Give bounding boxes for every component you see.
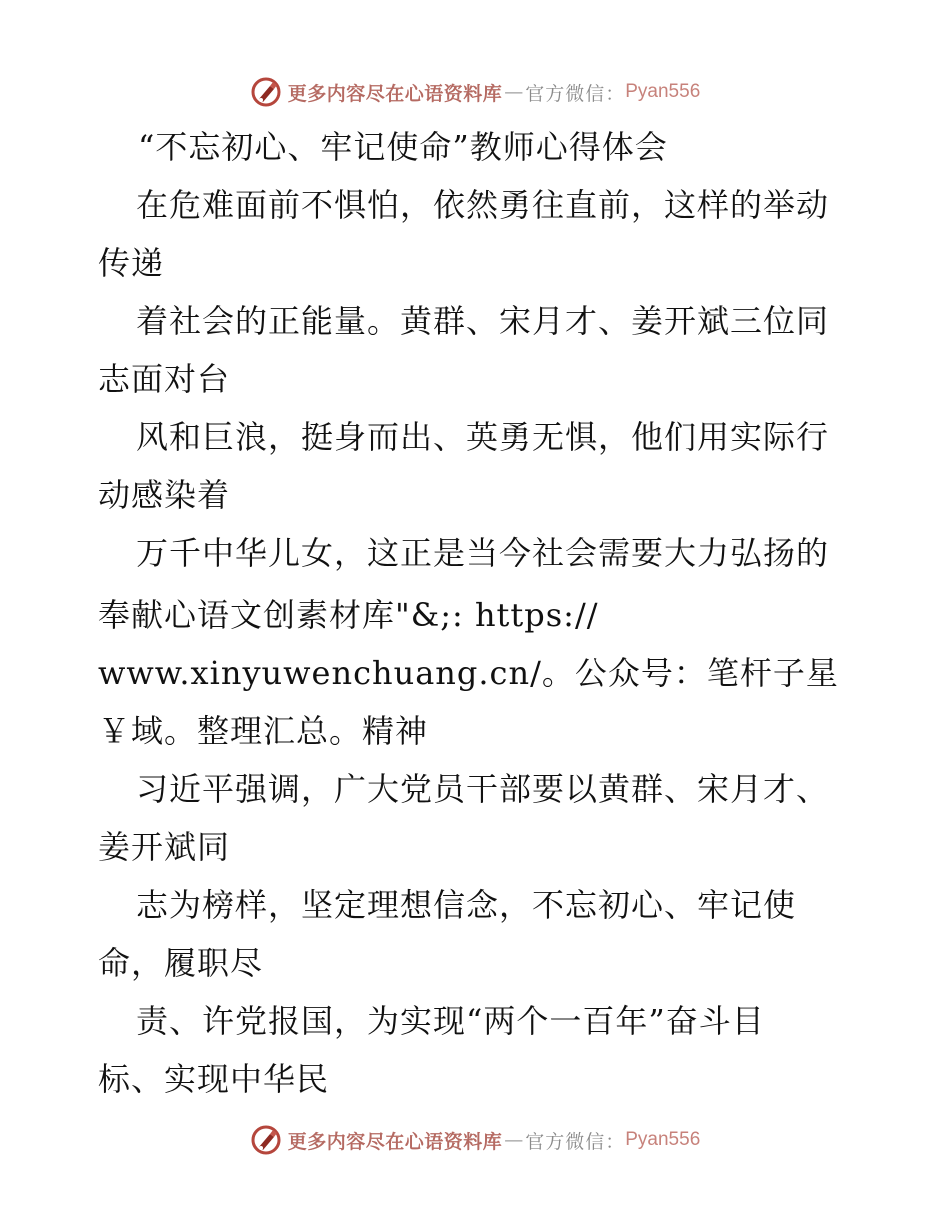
banner-site-name: 更多内容尽在心语资料库 <box>287 82 503 105</box>
text-line: 习近平强调，广大党员干部要以黄群、宋月才、 <box>136 770 830 808</box>
pen-logo-icon <box>250 1124 282 1156</box>
text-line-url: www.xinyuwenchuang.cn/。公众号：笔杆子星 <box>98 654 839 692</box>
banner-separator: — <box>504 1129 524 1151</box>
text-line: 命，履职尽 <box>98 944 264 982</box>
pen-logo-icon <box>250 76 282 108</box>
text-line: 着社会的正能量。黄群、宋月才、姜开斌三位同 <box>136 302 830 340</box>
banner-site-name: 更多内容尽在心语资料库 <box>287 1130 503 1153</box>
text-line: 传递 <box>98 244 165 282</box>
banner-separator: — <box>504 81 524 103</box>
text-line: 奉献心语文创素材库"&;: https:// <box>98 596 599 634</box>
document-title: “不忘初心、牢记使命”教师心得体会 <box>138 128 668 166</box>
text-line: 责、许党报国，为实现“两个一百年”奋斗目 <box>136 1002 765 1040</box>
text-line: 姜开斌同 <box>98 828 231 866</box>
header-watermark-banner <box>0 72 950 112</box>
text-line: 动感染着 <box>98 476 231 514</box>
footer-watermark-banner <box>0 1120 950 1160</box>
text-line: 志为榜样，坚定理想信念，不忘初心、牢记使 <box>136 886 797 924</box>
text-line: 标、实现中华民 <box>98 1060 330 1098</box>
text-line: ￥域。整理汇总。精神 <box>98 712 429 750</box>
banner-wechat-label: 官方微信： <box>525 1130 626 1153</box>
banner-wechat-label: 官方微信： <box>525 82 626 105</box>
text-line: 风和巨浪，挺身而出、英勇无惧，他们用实际行 <box>136 418 830 456</box>
text-line: 在危难面前不惧怕，依然勇往直前，这样的举动 <box>136 186 830 224</box>
text-line: 志面对台 <box>98 360 231 398</box>
text-line: 万千中华儿女，这正是当今社会需要大力弘扬的 <box>136 534 830 572</box>
banner-wechat-id: Pyan556 <box>625 1129 701 1150</box>
banner-wechat-id: Pyan556 <box>625 81 701 102</box>
